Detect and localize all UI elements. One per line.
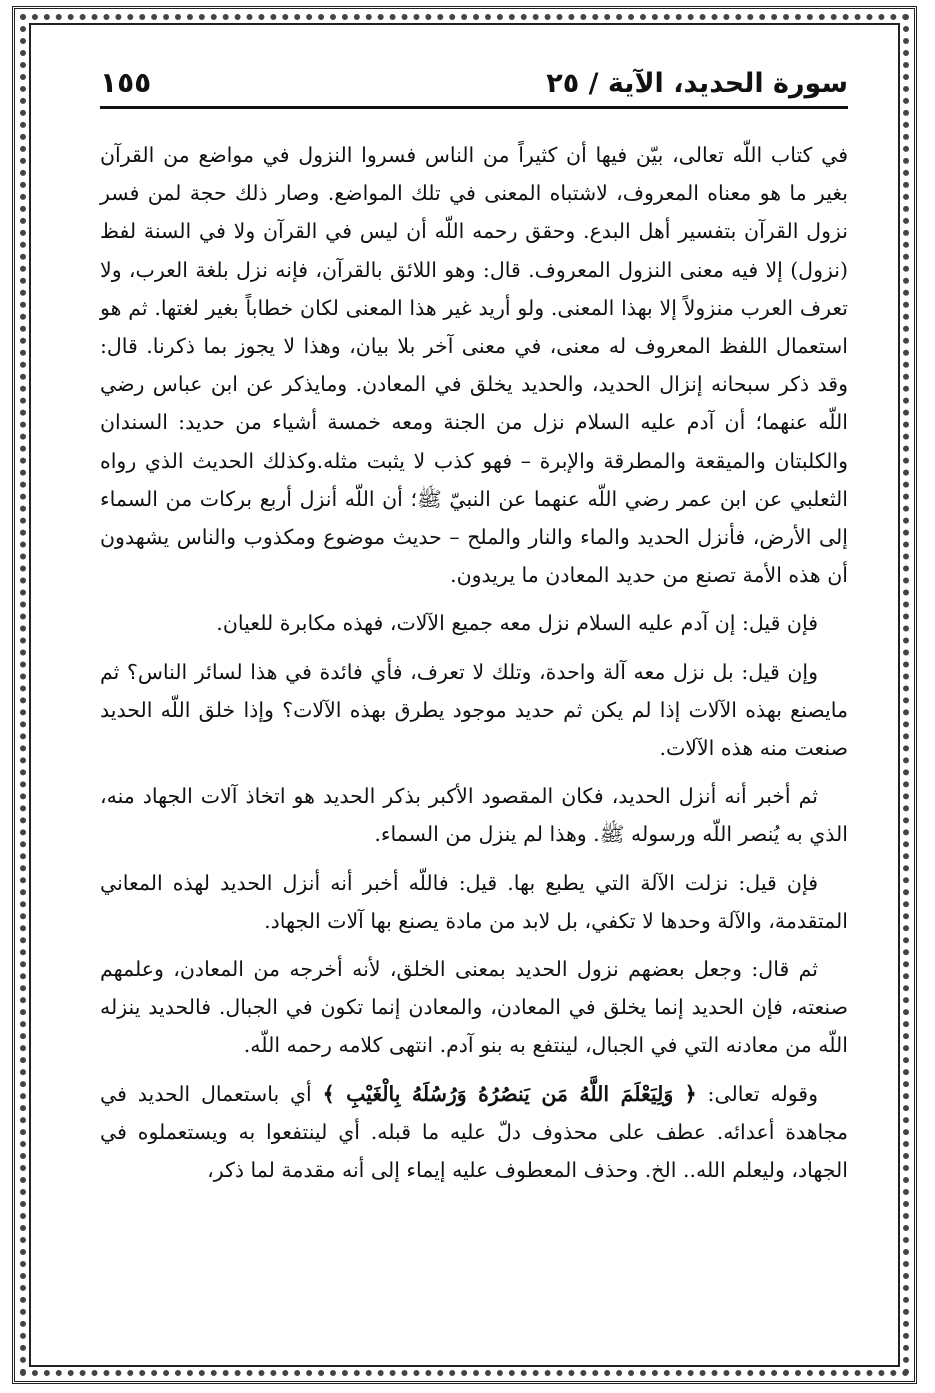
quran-verse: ﴿ وَلِيَعْلَمَ اللَّهُ مَن يَنصُرُهُ وَرُسُلَهُ بِالْغَيْبِ ﴾ bbox=[322, 1081, 697, 1106]
paragraph-7-lead: وقوله تعالى: bbox=[696, 1081, 818, 1106]
paragraph-3: وإن قيل: بل نزل معه آلة واحدة، وتلك لا تعرف، فأي فائدة في هذا لسائر الناس؟ ثم مايصنع بهذه الآلات إذا لم يكن ثم حديد موجود يطرق بهذه الآلات؟ وإذا خلق اللّه الحديد صنعت منه هذه الآلات. bbox=[100, 659, 848, 761]
paragraph-7-rest: أي باستعمال الحديد في مجاهدة أعدائه. عطف على محذوف دلّ عليه ما قبله. أي لينتفعوا به ويستعملوه في الجهاد، وليعلم الله.. الخ. وحذف المعطوف عليه إيماء إلى أنه مقدمة لما ذكر، bbox=[100, 1081, 848, 1183]
running-title: سورة الحديد، الآية / ٢٥ bbox=[546, 68, 848, 99]
paragraph-7 bbox=[100, 1075, 848, 1190]
paragraph-4: ثم أخبر أنه أنزل الحديد، فكان المقصود الأكبر بذكر الحديد هو اتخاذ آلات الجهاد منه، الذي به يُنصر اللّه ورسوله ﷺ. وهذا لم ينزل من السماء. bbox=[100, 784, 848, 847]
paragraph-2: فإن قيل: إن آدم عليه السلام نزل معه جميع الآلات، فهذه مكابرة للعيان. bbox=[216, 611, 818, 636]
header-rule bbox=[100, 106, 848, 109]
page-header bbox=[100, 60, 848, 104]
page-number: ١٥٥ bbox=[100, 66, 152, 99]
body-text bbox=[100, 136, 848, 1199]
paragraph-5: فإن قيل: نزلت الآلة التي يطبع بها. قيل: فاللّه أخبر أنه أنزل الحديد لهذه المعاني المتقدمة، والآلة وحدها لا تكفي، بل لابد من مادة يصنع بها آلات الجهاد. bbox=[100, 870, 848, 933]
paragraph-1: في كتاب اللّه تعالى، بيّن فيها أن كثيراً من الناس فسروا النزول في مواضع من القرآن بغير ما هو معناه المعروف، لاشتباه المعنى في تلك المواضع. وصار ذلك حجة لمن فسر نزول القرآن بتفسير أهل البدع. وحقق رحمه اللّه أن ليس في القرآن ولا في السنة لفظ (نزول) إلا فيه معنى النزول المعروف. قال: وهو اللائق بالقرآن، فإنه نزل بلغة العرب، ولا تعرف العرب منزولاً إلا بهذا المعنى. ولو أريد غير هذا المعنى لكان خطاباً بغير لغتها. ثم هو استعمال اللفظ المعروف له معنى، في معنى آخر بلا بيان، وهذا لا يجوز بما ذكرنا. قال: وقد ذكر سبحانه إنزال الحديد، والحديد يخلق في المعادن. ومايذكر عن ابن عباس رضي اللّه عنهما؛ أن آدم عليه السلام نزل من الجنة ومعه خمسة أشياء من حديد: السندان والكلبتان والميقعة والمطرقة والإبرة – فهو كذب لا يثبت مثله.وكذلك الحديث الذي رواه الثعلبي عن ابن عمر رضي اللّه عنهما عن النبيّ ﷺ؛ أن اللّه أنزل أربع بركات من السماء إلى الأرض، فأنزل الحديد والماء والنار والملح – حديث موضوع ومكذوب والناس يشهدون أن هذه الأمة تصنع من حديد المعادن ما يريدون. bbox=[100, 143, 848, 588]
paragraph-6: ثم قال: وجعل بعضهم نزول الحديد بمعنى الخلق، لأنه أخرجه من المعادن، وعلمهم صنعته، فإن الحديد إنما يخلق في المعادن، والمعادن إنما تكون في الجبال. فالحديد ينزله اللّه من معادنه التي في الجبال، لينتفع به بنو آدم. انتهى كلامه رحمه اللّه. bbox=[100, 957, 848, 1058]
